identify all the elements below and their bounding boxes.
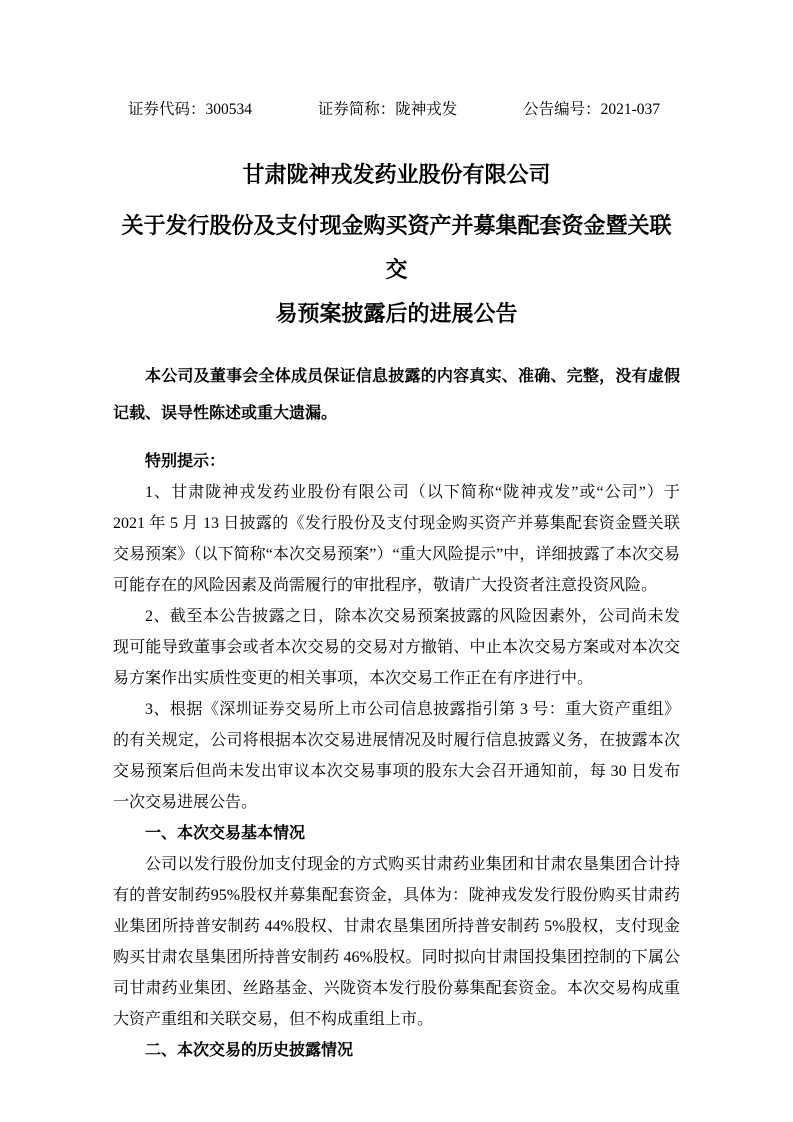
notice-item-1: 1、甘肃陇神戎发药业股份有限公司（以下简称“陇神戎发”或“公司”）于 2021 年 5 月 13 日披露的《发行股份及支付现金购买资产并募集配套资金暨关联交易预案》（以下简称“本次交易预案”）“重大风险提示”中，详细披露了本次交易可能存在的风险因素及尚需履行的审批程序，敬请广大投资者注意投资风险。 xyxy=(113,484,680,594)
section-1-paragraph: 公司以发行股份加支付现金的方式购买甘肃药业集团和甘肃农垦集团合计持有的普安制药95%股权并募集配套资金，具体为：陇神戎发发行股份购买甘肃药业集团所持普安制药 44%股权、甘肃农垦集团所持普安制药 5%股权，支付现金购买甘肃农垦集团所持普安制药 46%股权。同时拟向甘肃国投集团控制的下属公司甘肃药业集团、丝路基金、兴陇资本发行股份募集配套资金。本次交易构成重大资产重组和关联交易，但不构成重组上市。 xyxy=(113,856,680,1028)
section-basic-info xyxy=(113,818,680,1035)
board-disclaimer-paragraph: 本公司及董事会全体成员保证信息披露的内容真实、准确、完整，没有虚假记载、误导性陈述或重大遗漏。 xyxy=(113,368,680,422)
announcement-title-line-2: 易预案披露后的进展公告 xyxy=(275,301,518,326)
section-1-heading: 一、本次交易基本情况 xyxy=(145,825,306,842)
document-header xyxy=(113,100,680,120)
section-history-disclosure xyxy=(113,1035,680,1066)
notice-item-2: 2、截至本公告披露之日，除本次交易预案披露的风险因素外，公司尚未发现可能导致董事会或者本次交易的交易对方撤销、中止本次交易方案或对本次交易方案作出实质性变更的相关事项，本次交易工作正在有序进行中。 xyxy=(113,608,680,687)
stock-code: 证券代码：300534 xyxy=(128,101,253,118)
notice-item-3: 3、根据《深圳证券交易所上市公司信息披露指引第 3 号：重大资产重组》的有关规定，公司将根据本次交易进展情况及时履行信息披露义务，在披露本次交易预案后但尚未发出审议本次交易事项的股东大会召开通知前，每 30 日发布一次交易进展公告。 xyxy=(113,701,680,811)
special-notice-heading: 特别提示： xyxy=(145,453,226,470)
announcement-title xyxy=(113,204,680,336)
stock-abbr: 证券简称：陇神戎发 xyxy=(317,101,458,118)
section-2-heading: 二、本次交易的历史披露情况 xyxy=(145,1042,354,1059)
announcement-number: 公告编号：2021-037 xyxy=(523,101,660,118)
special-notice-section xyxy=(113,446,680,818)
announcement-title-line-1: 关于发行股份及支付现金购买资产并募集配套资金暨关联交 xyxy=(121,213,672,282)
company-name-title: 甘肃陇神戎发药业股份有限公司 xyxy=(242,162,551,187)
